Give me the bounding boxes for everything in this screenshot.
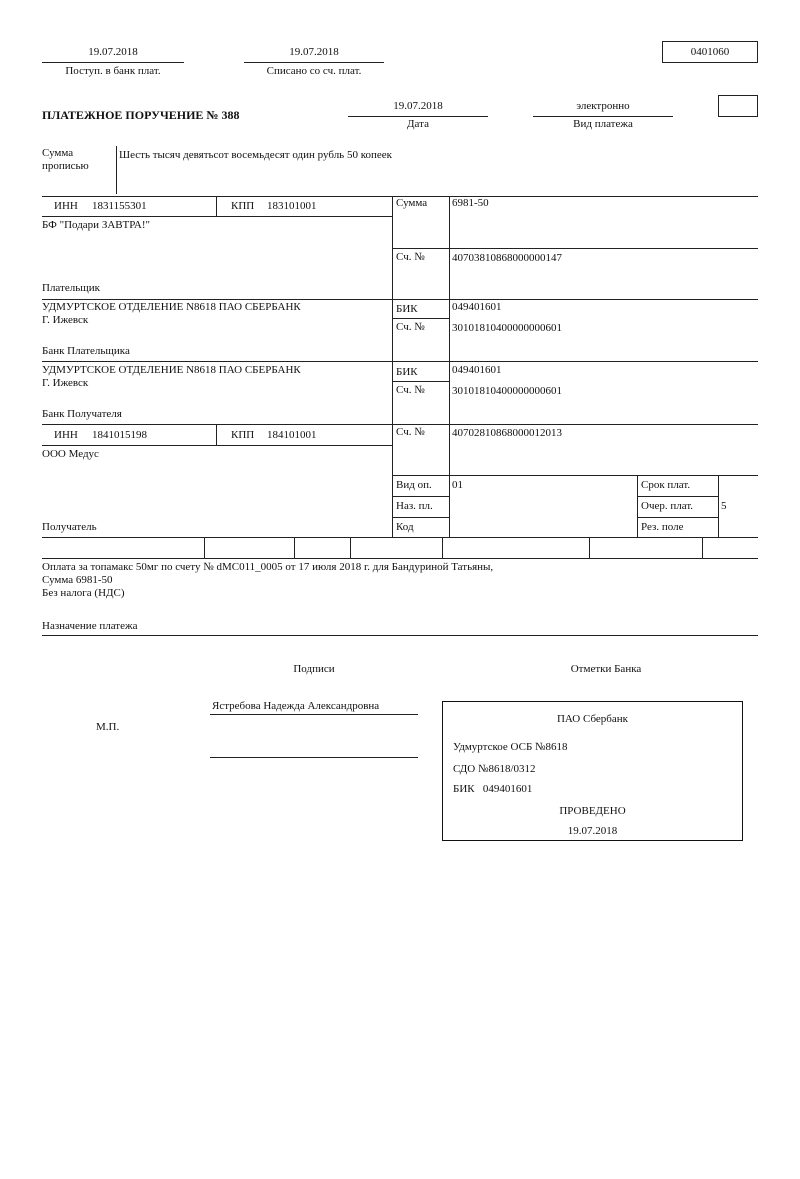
payee-bank-city: Г. Ижевск xyxy=(42,377,89,389)
payee-kpp-label: КПП xyxy=(231,429,255,441)
payee-bank-bik-label: БИК xyxy=(396,366,418,378)
bank-marks-label: Отметки Банка xyxy=(570,663,642,675)
signature-line-1 xyxy=(210,714,418,715)
payee-label: Получатель xyxy=(42,521,97,533)
payer-label: Плательщик xyxy=(42,282,100,294)
stamp-bik: БИК 049401601 xyxy=(453,783,533,795)
order-title: ПЛАТЕЖНОЕ ПОРУЧЕНИЕ № 388 xyxy=(42,108,240,122)
grid-line xyxy=(42,558,758,559)
payer-bank-city: Г. Ижевск xyxy=(42,314,89,326)
grid-line xyxy=(42,424,758,425)
debited-date: 19.07.2018 xyxy=(289,46,339,58)
received-date-line xyxy=(42,62,184,63)
payer-bank-bik-label: БИК xyxy=(396,303,418,315)
grid-line xyxy=(637,496,718,497)
grid-line xyxy=(294,537,295,558)
amount-words-divider xyxy=(116,146,117,194)
payee-bank-name: УДМУРТСКОЕ ОТДЕЛЕНИЕ N8618 ПАО СБЕРБАНК xyxy=(42,364,301,376)
grid-line xyxy=(42,216,392,217)
amount-words-label-1: Сумма xyxy=(42,147,74,159)
grid-line xyxy=(589,537,590,558)
received-date: 19.07.2018 xyxy=(88,46,138,58)
grid-line xyxy=(392,517,449,518)
payer-kpp: 183101001 xyxy=(267,200,317,212)
grid-line xyxy=(392,196,393,537)
grid-line xyxy=(216,424,217,445)
payment-type-line xyxy=(533,116,673,117)
grid-line xyxy=(637,475,638,537)
order-date: 19.07.2018 xyxy=(393,100,443,112)
payer-sum: 6981-50 xyxy=(452,197,489,209)
stamp-branch: Удмуртское ОСБ №8618 xyxy=(453,741,568,753)
grid-line xyxy=(392,496,449,497)
signer-name: Ястребова Надежда Александровна xyxy=(212,700,380,712)
op-type-label: Вид оп. xyxy=(396,479,432,491)
purpose-bottom-line xyxy=(42,635,758,636)
grid-line xyxy=(350,537,351,558)
grid-line xyxy=(392,381,449,382)
payer-bank-corr-label: Сч. № xyxy=(396,321,425,333)
grid-line xyxy=(42,445,392,446)
stamp-date: 19.07.2018 xyxy=(567,825,618,837)
grid-line xyxy=(718,475,719,537)
debited-date-line xyxy=(244,62,384,63)
grid-line xyxy=(637,517,718,518)
payer-inn: 1831155301 xyxy=(92,200,147,212)
stamp-office: СДО №8618/0312 xyxy=(453,763,536,775)
grid-line xyxy=(216,196,217,216)
reserve-label: Рез. поле xyxy=(641,521,684,533)
payee-kpp: 184101001 xyxy=(267,429,317,441)
grid-line xyxy=(42,537,758,538)
order-date-line xyxy=(348,116,488,117)
purpose-code-label: Наз. пл. xyxy=(396,500,433,512)
payer-inn-label: ИНН xyxy=(54,200,78,212)
form-code-box: 0401060 xyxy=(662,41,758,63)
payee-bank-label: Банк Получателя xyxy=(42,408,122,420)
purpose-line-3: Без налога (НДС) xyxy=(42,587,125,599)
payment-type-label: Вид платежа xyxy=(573,118,633,130)
payer-account-label: Сч. № xyxy=(396,251,425,263)
payee-bank-corr-account: 30101810400000000601 xyxy=(452,385,562,397)
code-label: Код xyxy=(396,521,414,533)
payee-account-label: Сч. № xyxy=(396,426,425,438)
grid-line xyxy=(392,475,758,476)
payee-bank-bik: 049401601 xyxy=(452,364,502,376)
signatures-label: Подписи xyxy=(293,663,335,675)
amount-words-value: Шесть тысяч девятьсот восемьдесят один рубль 50 копеек xyxy=(119,149,392,161)
purpose-label: Назначение платежа xyxy=(42,620,138,632)
received-label: Поступ. в банк плат. xyxy=(65,65,161,77)
payer-bank-label: Банк Плательщика xyxy=(42,345,130,357)
payee-account: 40702810868000012013 xyxy=(452,427,562,439)
signature-line-2 xyxy=(210,757,418,758)
payee-bank-corr-label: Сч. № xyxy=(396,384,425,396)
payer-sum-label: Сумма xyxy=(396,197,428,209)
payee-name: ООО Медус xyxy=(42,448,99,460)
stamp-bank: ПАО Сбербанк xyxy=(556,713,629,725)
payee-inn: 1841015198 xyxy=(92,429,147,441)
status-box xyxy=(718,95,758,117)
due-label: Срок плат. xyxy=(641,479,691,491)
grid-line xyxy=(204,537,205,558)
amount-words-label-2: прописью xyxy=(42,160,89,172)
debited-label: Списано со сч. плат. xyxy=(266,65,362,77)
grid-line xyxy=(42,361,758,362)
payer-bank-corr-account: 30101810400000000601 xyxy=(452,322,562,334)
stamp-status: ПРОВЕДЕНО xyxy=(559,805,626,817)
payer-name: БФ "Подари ЗАВТРА!" xyxy=(42,219,150,231)
priority-value: 5 xyxy=(721,500,727,512)
grid-line xyxy=(449,196,450,537)
grid-line xyxy=(442,537,443,558)
payment-type: электронно xyxy=(576,100,630,112)
payer-kpp-label: КПП xyxy=(231,200,255,212)
grid-line xyxy=(42,299,758,300)
payer-bank-bik: 049401601 xyxy=(452,301,502,313)
order-date-label: Дата xyxy=(407,118,429,130)
grid-line xyxy=(392,318,449,319)
priority-label: Очер. плат. xyxy=(641,500,694,512)
payer-account: 40703810868000000147 xyxy=(452,252,562,264)
op-type: 01 xyxy=(452,479,463,491)
grid-line xyxy=(702,537,703,558)
purpose-line-1: Оплата за топамакс 50мг по счету № dMC011_0005 от 17 июля 2018 г. для Бандуриной Татьяны, xyxy=(42,561,494,573)
purpose-line-2: Сумма 6981-50 xyxy=(42,574,113,586)
payer-bank-name: УДМУРТСКОЕ ОТДЕЛЕНИЕ N8618 ПАО СБЕРБАНК xyxy=(42,301,301,313)
grid-line xyxy=(392,248,758,249)
stamp-place-label: М.П. xyxy=(96,721,120,733)
payee-inn-label: ИНН xyxy=(54,429,78,441)
